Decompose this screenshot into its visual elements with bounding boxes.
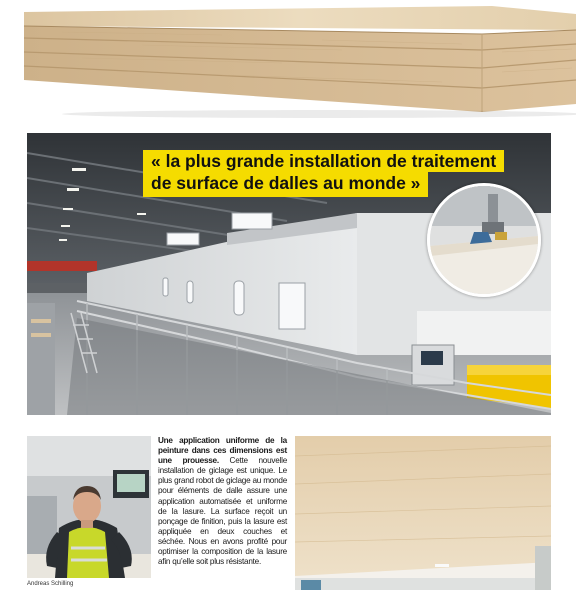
quote-line-1: « la plus grande installation de traitement	[143, 150, 504, 172]
quote-line-2: de surface de dalles au monde »	[143, 172, 428, 197]
article-lead: Une application uniforme de la peinture dans ces dimensions est une prouesse.	[158, 436, 287, 466]
clt-panel-photo	[22, 0, 576, 120]
worker-portrait-photo	[27, 436, 151, 578]
portrait-caption: Andreas Schilling	[27, 581, 74, 587]
ceiling-photo	[295, 436, 551, 590]
article-text	[158, 436, 287, 567]
article-body: Cette nouvelle installation de giclage est unique. Le plus grand robot de giclage au monde pour éléments de dalle assure une application automatisée et uniforme de la lasure. La surface reçoit un ponçage de finition, puis la lasure est appliquée en deux couches et séchée. Nous en avons profité pour optimiser la composition de la lasure afin qu’elle soit plus résistante.	[158, 456, 287, 567]
robot-inset-photo	[427, 183, 541, 297]
